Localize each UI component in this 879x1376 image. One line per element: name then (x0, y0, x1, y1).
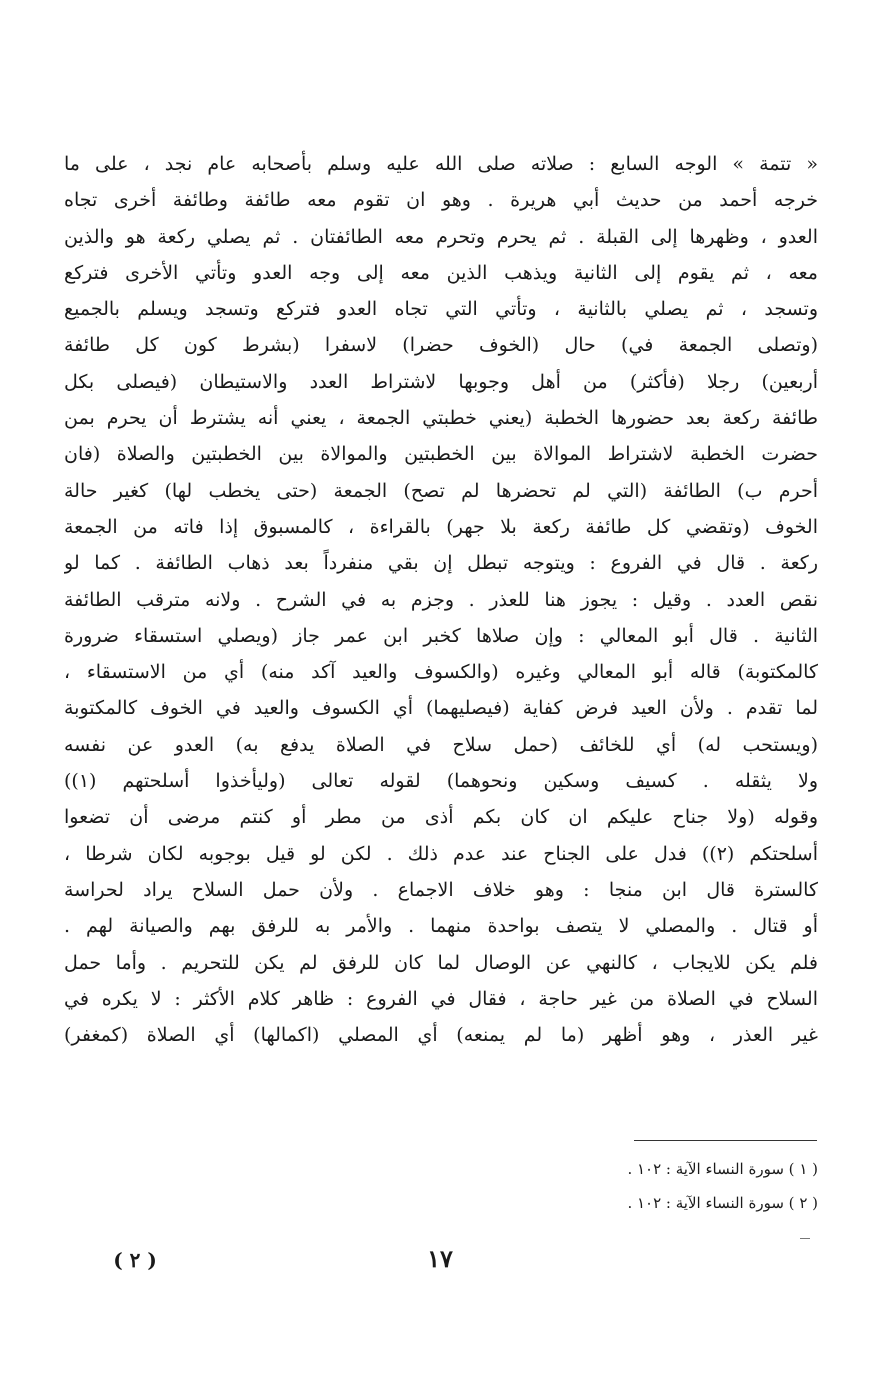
text-line: نقص العدد . وقيل : يجوز هنا للعذر . وجزم به في الشرح . ولانه مترقب الطائفة (64, 588, 818, 611)
footnote-divider (634, 1140, 817, 1141)
signature-mark: ( ٢ ) (113, 1248, 157, 1272)
text-line: الثانية . قال أبو المعالي : وإن صلاها كخبر ابن عمر جاز (ويصلي استسقاء ضرورة (64, 624, 818, 647)
divider-mark (800, 1238, 810, 1239)
text-line: لما تقدم . ولأن العيد فرض كفاية (فيصليهما) أي الكسوف والعيد في الخوف كالمكتوبة (64, 697, 818, 720)
text-line: السلاح في الصلاة من غير حاجة ، فقال في الفروع : ظاهر كلام الأكثر : لا يكره في (64, 987, 818, 1010)
text-line: أو قتال . والمصلي لا يتصف بواحدة منهما . والأمر به للرفق بهم والصيانة لهم . (64, 915, 818, 938)
text-line: حضرت الخطبة لاشتراط الموالاة بين الخطبتين والموالاة بين الخطبتين والصلاة (فان (64, 443, 818, 466)
text-line: طائفة ركعة بعد حضورها الخطبة (يعني خطبتي الجمعة ، يعني أنه يشترط أن يحرم بمن (64, 407, 818, 430)
footnotes (480, 1152, 818, 1220)
main-text (64, 146, 818, 1053)
text-line: أسلحتكم (٢)) فدل على الجناح عند عدم ذلك . لكن لو قيل بوجوبه لكان شرطا ، (64, 842, 818, 865)
footnote-2: ( ٢ ) سورة النساء الآية : ١٠٢ . (627, 1194, 818, 1212)
page-number: ١٧ (427, 1244, 453, 1273)
text-line: كالمكتوبة) قاله أبو المعالي وغيره (والكسوف والعيد آكد منه) أي من الاستسقاء ، (64, 661, 818, 684)
text-line: (ويستحب له) أي للخائف (حمل سلاح في الصلاة يدفع به) العدو عن نفسه (64, 733, 818, 756)
text-line: ولا يثقله . كسيف وسكين ونحوهما) لقوله تعالى (وليأخذوا أسلحتهم (١)) (64, 770, 818, 793)
text-line: وتسجد ، ثم يصلي بالثانية ، وتأتي التي تجاه العدو فتركع وتسجد ويسلم بالجميع (64, 298, 818, 321)
text-line: أحرم ب) الطائفة (التي لم تحضرها لم تصح) الجمعة (حتى يخطب لها) كغير حالة (64, 479, 818, 502)
text-line: غير العذر ، وهو أظهر (ما لم يمنعه) أي المصلي (اكمالها) أي الصلاة (كمغفر) (64, 1024, 818, 1047)
text-line: (وتصلى الجمعة في) حال (الخوف حضرا) لاسفرا (بشرط كون كل طائفة (64, 334, 818, 357)
text-line: خرجه أحمد من حديث أبي هريرة . وهو ان تقوم معه طائفة وطائفة أخرى تجاه (64, 189, 818, 212)
text-line: معه ، ثم يقوم إلى الثانية ويذهب الذين معه إلى وجه العدو وتأتي الأخرى فتركع (64, 261, 818, 284)
text-line: أربعين) رجلا (فأكثر) من أهل وجوبها لاشتراط العدد والاستيطان (فيصلى بكل (64, 370, 818, 393)
text-line: الخوف (وتقضي كل طائفة ركعة بلا جهر) بالقراءة ، كالمسبوق إذا فاته من الجمعة (64, 515, 818, 538)
text-line: ركعة . قال في الفروع : ويتوجه تبطل إن بقي منفرداً بعد ذهاب الطائفة . كما لو (64, 552, 818, 575)
text-line: فلم يكن للايجاب ، كالنهي عن الوصال لما كان للرفق لم يكن للتحريم . وأما حمل (64, 951, 818, 974)
text-line: كالسترة قال ابن منجا : وهو خلاف الاجماع . ولأن حمل السلاح يراد لحراسة (64, 878, 818, 901)
text-line: العدو ، وظهرها إلى القبلة . ثم يحرم وتحرم معه الطائفتان . ثم يصلي ركعة هو والذين (64, 225, 818, 248)
footnote-1: ( ١ ) سورة النساء الآية : ١٠٢ . (627, 1160, 818, 1178)
text-line: وقوله (ولا جناح عليكم ان كان بكم أذى من مطر أو كنتم مرضى أن تضعوا (64, 806, 818, 829)
text-line: « تتمة » الوجه السابع : صلاته صلى الله عليه وسلم بأصحابه عام نجد ، على ما (64, 153, 818, 175)
